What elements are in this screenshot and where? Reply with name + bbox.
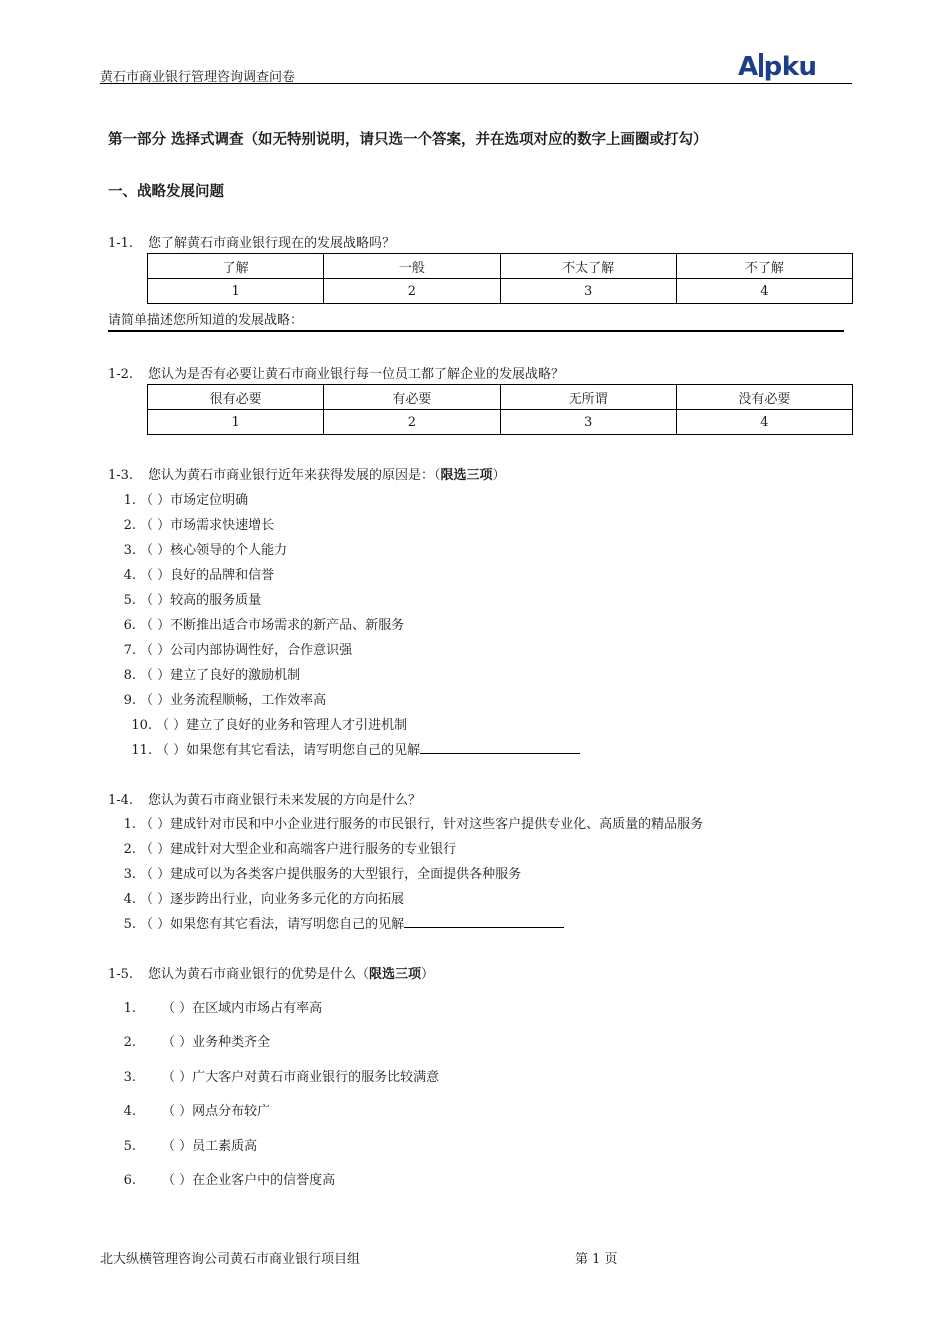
item-number: 5.: [123, 1139, 136, 1154]
item-number: 3.: [123, 1070, 136, 1085]
footer-organization: 北大纵横管理咨询公司黄石市商业银行项目组: [100, 1252, 361, 1267]
list-item[interactable]: [108, 514, 274, 533]
list-item[interactable]: [108, 813, 703, 832]
header-divider: [100, 83, 852, 84]
option-code[interactable]: 1: [148, 279, 324, 304]
part-title: 第一部分 选择式调查（如无特别说明，请只选一个答案，并在选项对应的数字上画圈或打勾）: [108, 131, 708, 148]
item-text: （ ）核心领导的个人能力: [140, 543, 288, 558]
question-1-1: [108, 232, 395, 251]
company-logo: A pku: [738, 52, 817, 82]
item-number: 5.: [123, 593, 136, 608]
item-text: （ ）在区域内市场占有率高: [162, 1001, 323, 1016]
list-item[interactable]: [108, 589, 261, 608]
item-text: （ ）如果您有其它看法，请写明您自己的见解: [156, 743, 421, 758]
question-1-5: [108, 963, 434, 982]
question-text: 您认为黄石市商业银行的优势是什么（: [148, 967, 370, 982]
item-number: 7.: [123, 643, 136, 658]
item-number: 11.: [131, 743, 152, 758]
header-title: 黄石市商业银行管理咨询调查问卷: [100, 70, 296, 85]
item-number: 10.: [131, 718, 152, 733]
item-number: 8.: [123, 668, 136, 683]
item-text: （ ）业务种类齐全: [162, 1035, 271, 1050]
item-text: （ ）如果您有其它看法，请写明您自己的见解: [140, 917, 405, 932]
list-item[interactable]: [108, 1169, 335, 1188]
item-text: （ ）较高的服务质量: [140, 593, 262, 608]
fill-in-blank[interactable]: [420, 741, 580, 754]
item-number: 2.: [123, 518, 136, 533]
list-item[interactable]: [108, 739, 580, 758]
item-number: 4.: [123, 1104, 136, 1119]
bracket-close: ）: [492, 468, 506, 483]
list-item[interactable]: [108, 1066, 439, 1085]
list-item[interactable]: [108, 614, 404, 633]
section-title: 一、战略发展问题: [108, 183, 224, 200]
question-number: 1-1.: [108, 236, 134, 251]
item-text: （ ）建立了良好的激励机制: [140, 668, 301, 683]
list-item[interactable]: [108, 997, 322, 1016]
item-text: （ ）良好的品牌和信誉: [140, 568, 275, 583]
option-code[interactable]: 3: [500, 279, 676, 304]
fill-in-blank[interactable]: [404, 915, 564, 928]
option-label: 没有必要: [676, 385, 852, 410]
item-number: 2.: [123, 842, 136, 857]
option-code[interactable]: 1: [148, 410, 324, 435]
strategy-description-prompt: 请简单描述您所知道的发展战略：: [108, 313, 304, 328]
item-text: （ ）员工素质高: [162, 1139, 258, 1154]
list-item[interactable]: [108, 664, 300, 683]
page-number: 第 1 页: [575, 1252, 618, 1267]
option-code[interactable]: 2: [324, 279, 500, 304]
selection-limit: 限选三项: [369, 967, 422, 982]
list-item[interactable]: [108, 888, 404, 907]
q1-1-options-table: [147, 253, 853, 304]
item-number: 6.: [123, 618, 136, 633]
option-label: 不太了解: [500, 254, 676, 279]
item-text: （ ）广大客户对黄石市商业银行的服务比较满意: [162, 1070, 440, 1085]
item-text: （ ）市场定位明确: [140, 493, 249, 508]
question-number: 1-5.: [108, 967, 134, 982]
item-text: （ ）建立了良好的业务和管理人才引进机制: [156, 718, 408, 733]
option-label: 不了解: [676, 254, 852, 279]
option-code[interactable]: 3: [500, 410, 676, 435]
item-text: （ ）不断推出适合市场需求的新产品、新服务: [140, 618, 405, 633]
item-text: （ ）网点分布较广: [162, 1104, 271, 1119]
item-number: 5.: [123, 917, 136, 932]
item-text: （ ）建成可以为各类客户提供服务的大型银行，全面提供各种服务: [140, 867, 522, 882]
list-item[interactable]: [108, 838, 456, 857]
option-label: 有必要: [324, 385, 500, 410]
item-text: （ ）逐步跨出行业，向业务多元化的方向拓展: [140, 892, 405, 907]
item-number: 2.: [123, 1035, 136, 1050]
list-item[interactable]: [108, 689, 326, 708]
selection-limit: 限选三项: [440, 468, 493, 483]
question-1-3: [108, 464, 506, 483]
option-code[interactable]: 4: [676, 279, 852, 304]
question-1-2: [108, 363, 564, 382]
list-item[interactable]: [108, 564, 274, 583]
option-code[interactable]: 2: [324, 410, 500, 435]
item-text: （ ）建成针对大型企业和高端客户进行服务的专业银行: [140, 842, 457, 857]
option-label: 无所谓: [500, 385, 676, 410]
answer-line[interactable]: [108, 330, 844, 332]
question-text: 您了解黄石市商业银行现在的发展战略吗？: [148, 236, 396, 251]
item-text: （ ）市场需求快速增长: [140, 518, 275, 533]
question-text: 您认为黄石市商业银行未来发展的方向是什么？: [148, 793, 422, 808]
list-item[interactable]: [108, 1100, 270, 1119]
list-item[interactable]: [108, 489, 248, 508]
item-number: 6.: [123, 1173, 136, 1188]
item-number: 4.: [123, 568, 136, 583]
option-label: 了解: [148, 254, 324, 279]
question-1-4: [108, 789, 421, 808]
item-text: （ ）公司内部协调性好，合作意识强: [140, 643, 353, 658]
list-item[interactable]: [108, 863, 521, 882]
item-number: 1.: [123, 493, 136, 508]
item-number: 3.: [123, 543, 136, 558]
question-text: 您认为黄石市商业银行近年来获得发展的原因是：（: [148, 468, 441, 483]
question-number: 1-3.: [108, 468, 134, 483]
list-item[interactable]: [108, 539, 287, 558]
item-text: （ ）在企业客户中的信誉度高: [162, 1173, 336, 1188]
question-number: 1-2.: [108, 367, 134, 382]
question-number: 1-4.: [108, 793, 134, 808]
question-text: 您认为是否有必要让黄石市商业银行每一位员工都了解企业的发展战略？: [148, 367, 565, 382]
item-text: （ ）建成针对市民和中小企业进行服务的市民银行，针对这些客户提供专业化、高质量的精品服务: [140, 817, 704, 832]
list-item[interactable]: [108, 714, 407, 733]
item-number: 3.: [123, 867, 136, 882]
item-number: 1.: [123, 817, 136, 832]
bracket-close: ）: [421, 967, 435, 982]
option-label: 一般: [324, 254, 500, 279]
option-label: 很有必要: [148, 385, 324, 410]
list-item[interactable]: [108, 1031, 270, 1050]
item-number: 1.: [123, 1001, 136, 1016]
item-text: （ ）业务流程顺畅，工作效率高: [140, 693, 327, 708]
q1-2-options-table: [147, 384, 853, 435]
item-number: 9.: [123, 693, 136, 708]
list-item[interactable]: [108, 913, 564, 932]
list-item[interactable]: [108, 639, 352, 658]
list-item[interactable]: [108, 1135, 257, 1154]
option-code[interactable]: 4: [676, 410, 852, 435]
item-number: 4.: [123, 892, 136, 907]
